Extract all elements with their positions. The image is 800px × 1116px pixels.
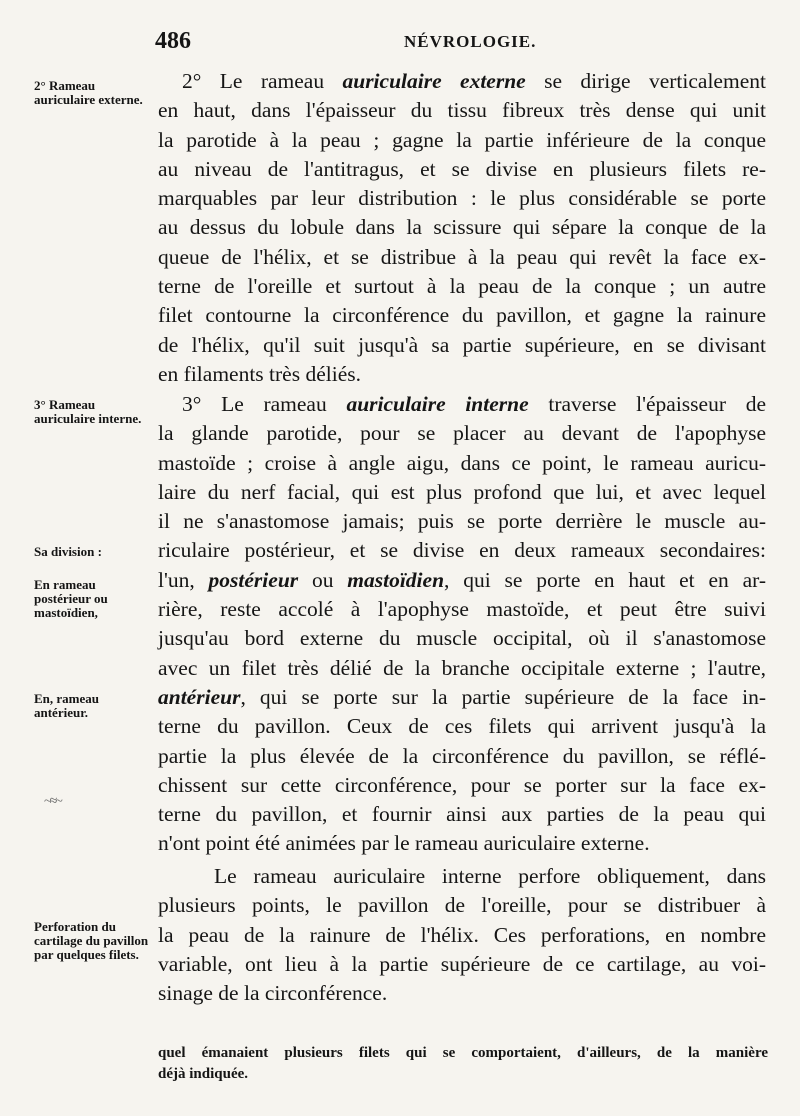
italic-term: auriculaire externe <box>342 69 526 93</box>
text-line: queue de l'hélix, et se distribue à la peau qui revêt la face ex- <box>158 244 766 269</box>
text-line: riculaire postérieur, et se divise en deux rameaux secondaires: <box>158 538 766 563</box>
text-line: laire du nerf facial, qui est plus profond que lui, et avec lequel <box>158 479 766 504</box>
footnote <box>158 1043 768 1085</box>
text-line: antérieur, qui se porte sur la partie supérieure de la face in- <box>158 684 766 709</box>
margin-note-rameau-anterieur: En, rameau antérieur. <box>34 691 99 720</box>
text-line: 3° Le rameau auriculaire interne traverse l'épaisseur de <box>182 392 766 416</box>
text-line: partie la plus élevée de la circonférence du pavillon, se réflé- <box>158 743 766 768</box>
footnote-line: quel émanaient plusieurs filets qui se comportaient, d'ailleurs, de la manière <box>158 1045 768 1061</box>
text-line: terne de l'oreille et surtout à la peau de la conque ; un autre <box>158 274 766 299</box>
text-line: rière, reste accolé à l'apophyse mastoïde, et peut être suivi <box>158 597 766 622</box>
text-line: jusqu'au bord externe du muscle occipital, où il s'anastomose <box>158 626 766 651</box>
italic-term: mastoïdien <box>347 567 445 592</box>
margin-note-auriculaire-interne: 3° Rameau auriculaire interne. <box>34 397 142 426</box>
text-line: au niveau de l'antitragus, et se divise en plusieurs filets re- <box>158 156 766 181</box>
footnote-line: déjà indiquée. <box>158 1066 249 1082</box>
page-number: 486 <box>155 28 191 54</box>
text-line: variable, ont lieu à la partie supérieure de ce cartilage, au voi- <box>158 951 766 976</box>
text-line: n'ont point été animées par le rameau auriculaire externe. <box>158 831 650 856</box>
paragraph-auriculaire-interne <box>158 390 766 859</box>
text-line: au dessus du lobule dans la scissure qui sépare la conque de la <box>158 215 766 240</box>
text-line: mastoïde ; croise à angle aigu, dans ce point, le rameau auricu- <box>158 450 766 475</box>
italic-term: postérieur <box>208 567 299 592</box>
margin-note-sa-division: Sa division : <box>34 544 102 559</box>
margin-note-auriculaire-externe: 2° Rameau auriculaire externe. <box>34 78 143 107</box>
text-line: chissent sur cette circonférence, pour se porter sur la face ex- <box>158 772 766 797</box>
text-line: Le rameau auriculaire interne perfore obliquement, dans <box>214 864 766 888</box>
text-line: avec un filet très délié de la branche occipitale externe ; l'autre, <box>158 655 766 680</box>
paragraph-auriculaire-externe <box>158 67 766 389</box>
text-line: la peau de la rainure de l'hélix. Ces perforations, en nombre <box>158 922 766 947</box>
text-line: la parotide à la peau ; gagne la partie inférieure de la conque <box>158 127 766 152</box>
running-title: NÉVROLOGIE. <box>404 32 537 51</box>
text-line: en filaments très déliés. <box>158 361 361 386</box>
text-line: terne du pavillon. Ceux de ces filets qui arrivent jusqu'à la <box>158 714 766 739</box>
text-line: il ne s'anastomose jamais; puis se porte derrière le muscle au- <box>158 509 766 534</box>
text-line: sinage de la circonférence. <box>158 981 388 1006</box>
text-line: 2° Le rameau auriculaire externe se dirige verticalement <box>182 69 766 93</box>
text-line: la glande parotide, pour se placer au devant de l'apophyse <box>158 421 766 446</box>
text-line: en haut, dans l'épaisseur du tissu fibreux très dense qui unit <box>158 98 766 123</box>
text-line: filet contourne la circonférence du pavillon, et gagne la rainure <box>158 303 766 328</box>
text-line: de l'hélix, qu'il suit jusqu'à sa partie supérieure, en se divisant <box>158 332 766 357</box>
page-header <box>0 28 800 58</box>
margin-note-rameau-posterieur: En rameau postérieur ou mastoïdien, <box>34 577 108 620</box>
text-line: marquables par leur distribution : le plus considérable se porte <box>158 186 766 211</box>
text-line: l'un, postérieur ou mastoïdien, qui se porte en haut et en ar- <box>158 567 767 592</box>
italic-term: antérieur <box>158 684 241 709</box>
text-line: plusieurs points, le pavillon de l'oreille, pour se distribuer à <box>158 893 766 918</box>
italic-term: auriculaire interne <box>346 392 529 416</box>
paragraph-perforation <box>158 862 766 1008</box>
printer-ornament-icon: ~≈~ <box>44 794 61 809</box>
text-line: terne du pavillon, et fournir ainsi aux parties de la peau qui <box>158 802 766 827</box>
margin-note-perforation: Perforation du cartilage du pavillon par quelques filets. <box>34 919 149 962</box>
